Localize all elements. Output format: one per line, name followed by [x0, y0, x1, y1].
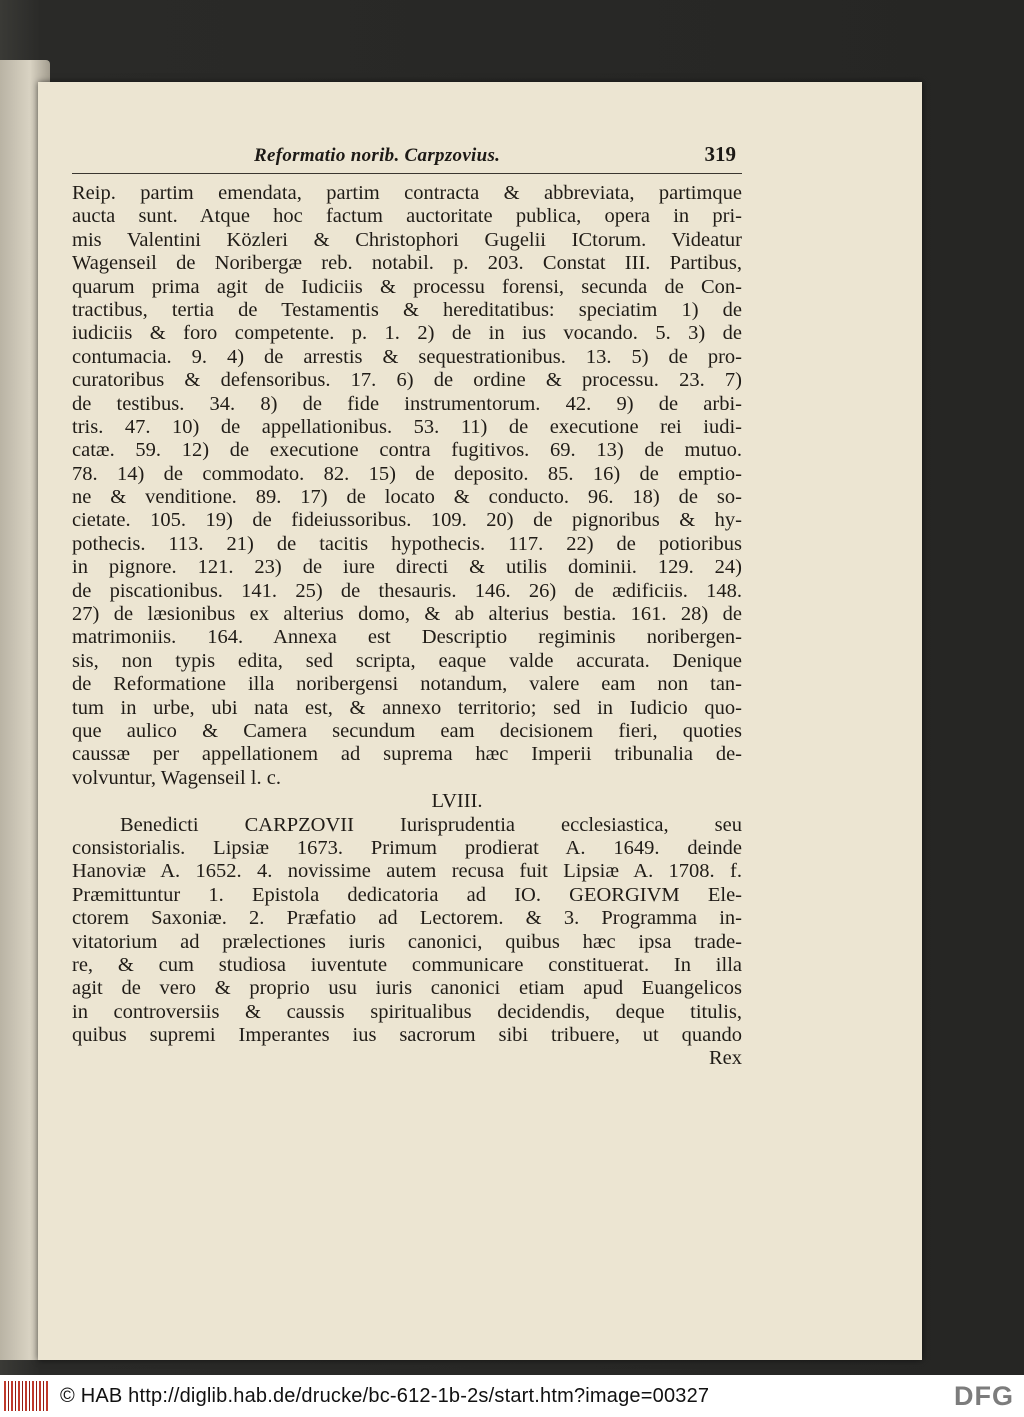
section-heading: LVIII. [431, 790, 483, 813]
text-line: pothecis. 113. 21) de tacitis hypothecis. 117. 22) de potioribus [72, 532, 742, 555]
text-line: caussæ per appellationem ad suprema hæc Imperii tribunalia de- [72, 743, 742, 766]
text-line: 27) de læsionibus ex alterius domo, & ab alterius bestia. 161. 28) de [72, 603, 742, 626]
text-line: vitatorium ad prælectiones iuris canonici, quibus hæc ipsa trade- [72, 930, 742, 953]
text-line: Reip. partim emendata, partim contracta & abbreviata, partimque [72, 182, 742, 204]
text-line: Præmittuntur 1. Epistola dedicatoria ad IO. GEORGIVM Ele- [72, 883, 742, 906]
text-line: ctorem Saxoniæ. 2. Præfatio ad Lectorem. & 3. Programma in- [72, 907, 742, 930]
text-line: 78. 14) de commodato. 82. 15) de deposito. 85. 16) de emptio- [72, 462, 742, 485]
text-line: contumacia. 9. 4) de arrestis & sequestrationibus. 13. 5) de pro- [72, 345, 742, 368]
text-line: de testibus. 34. 8) de fide instrumentorum. 42. 9) de arbi- [72, 392, 742, 415]
text-line: matrimoniis. 164. Annexa est Descriptio regiminis noribergen- [72, 626, 742, 649]
dfg-logo: DFG [954, 1381, 1014, 1411]
text-line: Wagenseil de Noribergæ reb. notabil. p. 203. Constat III. Partibus, [72, 252, 742, 275]
barcode-icon [4, 1381, 48, 1411]
text-line: iudiciis & foro competente. p. 1. 2) de in ius vocando. 5. 3) de [72, 322, 742, 345]
text-line: de piscationibus. 141. 25) de thesauris. 146. 26) de ædificiis. 148. [72, 579, 742, 602]
running-head [72, 142, 742, 174]
text-line: quibus supremi Imperantes ius sacrorum sibi tribuere, ut quando [72, 1024, 742, 1047]
footer-bar [0, 1375, 1024, 1417]
text-line: agit de vero & proprio usu iuris canonici etiam apud Euangelicos [72, 977, 742, 1000]
book-page [38, 82, 922, 1360]
text-line: Benedicti CARPZOVII Iurisprudentia ecclesiastica, seu [120, 813, 742, 836]
text-line: tum in urbe, ubi nata est, & annexo territorio; sed in Iudicio quo- [72, 696, 742, 719]
running-title: Reformatio norib. Carpzovius. [254, 145, 501, 166]
text-line: tractibus, tertia de Testamentis & hereditatibus: speciatim 1) de [72, 298, 742, 321]
text-line: curatoribus & defensoribus. 17. 6) de ordine & processu. 23. 7) [72, 369, 742, 392]
text-line: in pignore. 121. 23) de iure directi & utilis dominii. 129. 24) [72, 556, 742, 579]
text-line: Hanoviæ A. 1652. 4. novissime autem recusa fuit Lipsiæ A. 1708. f. [72, 860, 742, 883]
text-line: de Reformatione illa noribergensi notandum, valere eam non tan- [72, 673, 742, 696]
page-number: 319 [704, 142, 736, 166]
footer-citation[interactable]: © HAB http://diglib.hab.de/drucke/bc-612-1b-2s/start.htm?image=00327 [60, 1384, 710, 1407]
text-line: consistorialis. Lipsiæ 1673. Primum prodierat A. 1649. deinde [72, 836, 742, 859]
text-line: ne & venditione. 89. 17) de locato & conducto. 96. 18) de so- [72, 486, 742, 509]
text-line: aucta sunt. Atque hoc factum auctoritate publica, opera in pri- [72, 205, 742, 228]
text-line: que aulico & Camera secundum eam decisionem fieri, quoties [72, 719, 742, 742]
text-line: re, & cum studiosa iuventute communicare constituerat. In illa [72, 953, 742, 976]
page-content [72, 142, 742, 1071]
text-line: tris. 47. 10) de appellationibus. 53. 11) de executione rei iudi- [72, 415, 742, 438]
text-line: volvuntur, Wagenseil l. c. [72, 766, 281, 789]
text-line: quarum prima agit de Iudiciis & processu forensi, secunda de Con- [72, 275, 742, 298]
text-line: mis Valentini Közleri & Christophori Gugelii ICtorum. Videatur [72, 228, 742, 251]
text-block [72, 182, 742, 1071]
text-line: sis, non typis edita, sed scripta, eaque valde accurata. Denique [72, 649, 742, 672]
text-line: catæ. 59. 12) de executione contra fugitivos. 69. 13) de mutuo. [72, 439, 742, 462]
catchword: Rex [708, 1047, 742, 1070]
text-line: in controversiis & caussis spiritualibus decidendis, deque titulis, [72, 1000, 742, 1023]
text-line: cietate. 105. 19) de fideiussoribus. 109. 20) de pignoribus & hy- [72, 509, 742, 532]
